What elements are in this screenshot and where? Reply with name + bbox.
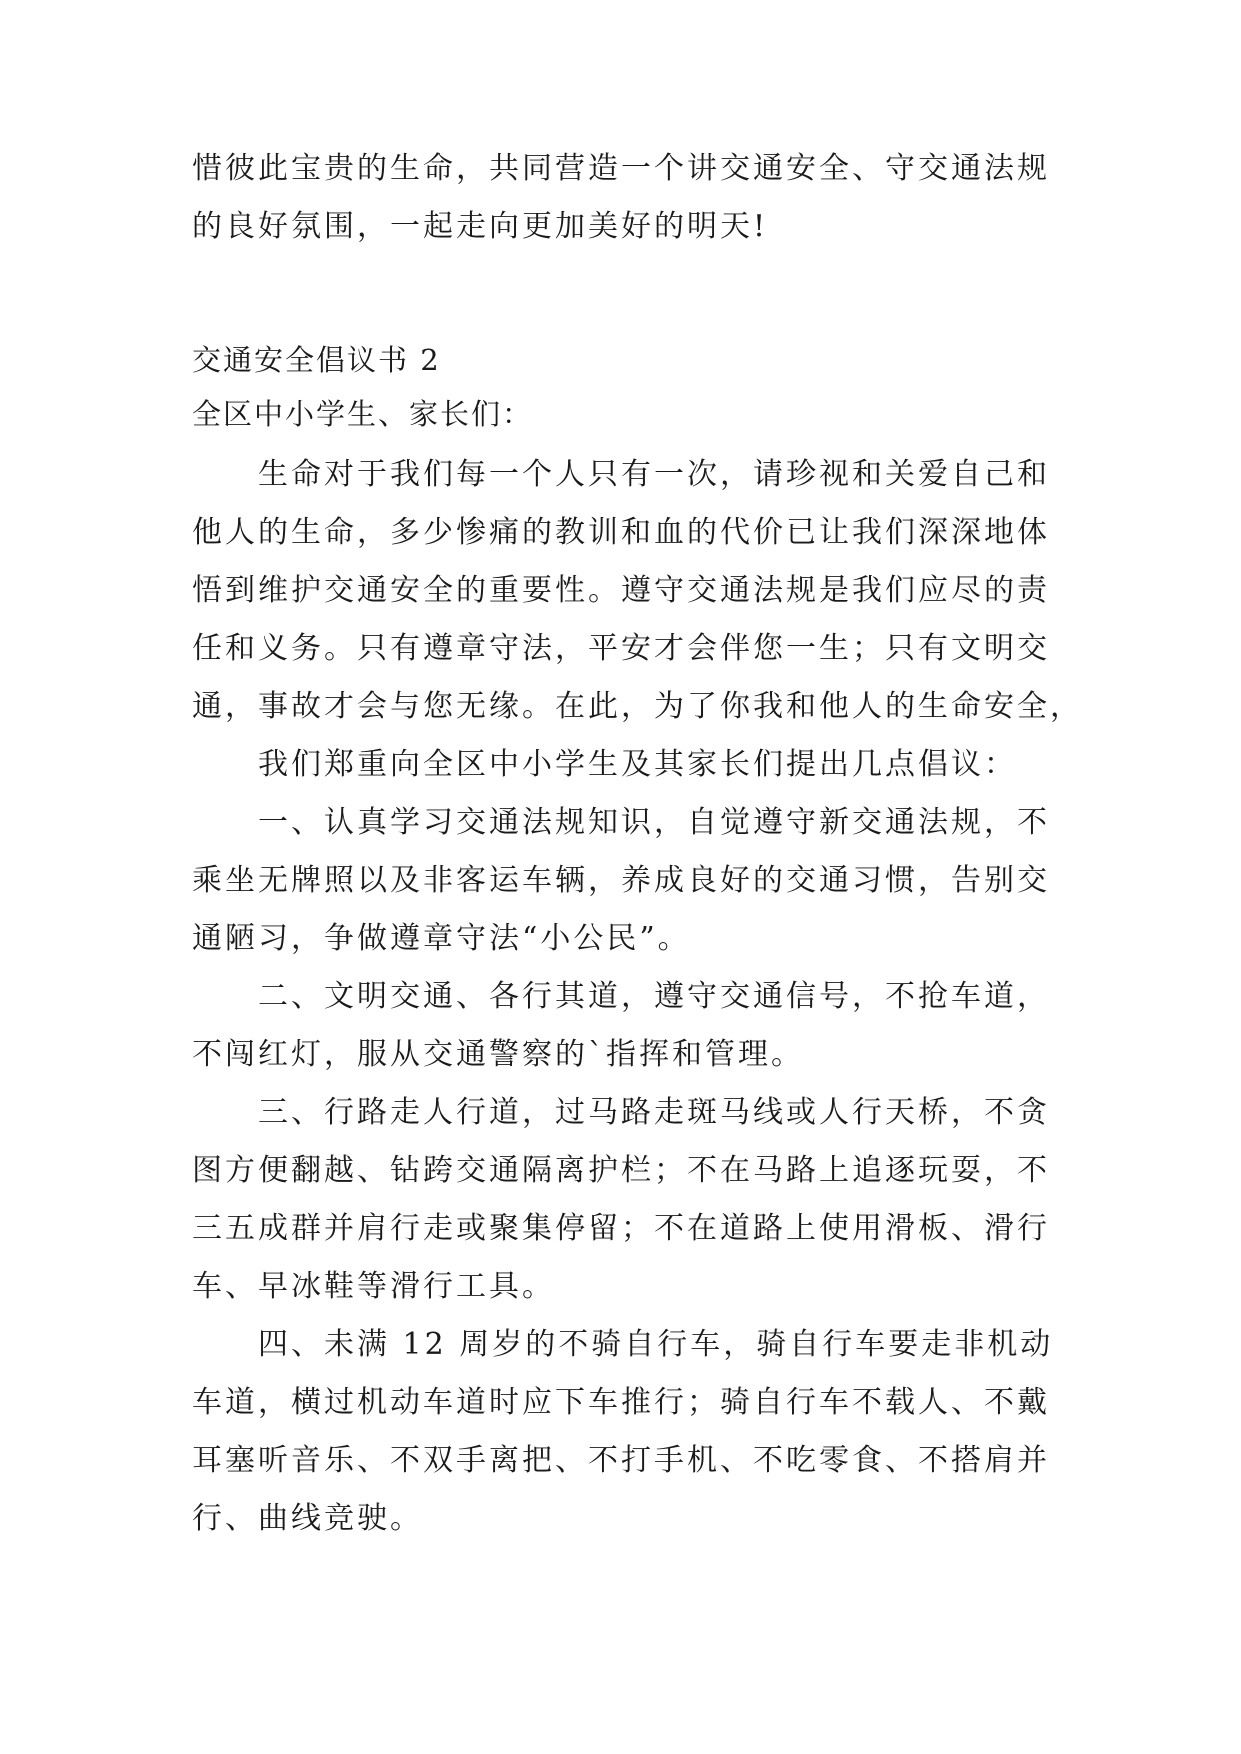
paragraph-item-2 <box>192 968 1052 1084</box>
text-line: 惜彼此宝贵的生命，共同营造一个讲交通安全、守交通法规 <box>192 151 1050 186</box>
text-line: 通陋习，争做遵章守法“小公民”。 <box>192 921 691 956</box>
continuation-paragraph <box>192 140 1052 256</box>
text-line: 一、认真学习交通法规知识，自觉遵守新交通法规，不 <box>192 805 1050 840</box>
paragraph-item-4 <box>192 1316 1052 1548</box>
text-line: 三、行路走人行道，过马路走斑马线或人行天桥，不贪 <box>192 1095 1050 1130</box>
section-title: 交通安全倡议书 2 <box>192 343 441 377</box>
text-line: 我们郑重向全区中小学生及其家长们提出几点倡议： <box>192 747 1017 782</box>
text-line: 的良好氛围，一起走向更加美好的明天! <box>192 209 769 244</box>
text-line: 行、曲线竞驶。 <box>192 1501 423 1536</box>
text-line: 二、文明交通、各行其道，遵守交通信号，不抢车道， <box>192 979 1050 1014</box>
text-line: 他人的生命，多少惨痛的教训和血的代价已让我们深深地体 <box>192 515 1050 550</box>
paragraph-item-3 <box>192 1084 1052 1316</box>
text-line: 不闯红灯，服从交通警察的`指挥和管理。 <box>192 1037 804 1072</box>
text-line: 生命对于我们每一个人只有一次，请珍视和关爱自己和 <box>192 457 1050 492</box>
text-line: 图方便翻越、钻跨交通隔离护栏；不在马路上追逐玩耍，不 <box>192 1153 1050 1188</box>
paragraph-proposal <box>192 736 1052 794</box>
text-line: 车道，横过机动车道时应下车推行；骑自行车不载人、不戴 <box>192 1385 1050 1420</box>
text-line: 四、未满 12 周岁的不骑自行车，骑自行车要走非机动 <box>192 1327 1054 1362</box>
text-line: 耳塞听音乐、不双手离把、不打手机、不吃零食、不搭肩并 <box>192 1443 1050 1478</box>
text-line: 悟到维护交通安全的重要性。遵守交通法规是我们应尽的责 <box>192 573 1050 608</box>
text-line: 三五成群并肩行走或聚集停留；不在道路上使用滑板、滑行 <box>192 1211 1050 1246</box>
paragraph-intro <box>192 446 1083 736</box>
text-line: 任和义务。只有遵章守法，平安才会伴您一生；只有文明交 <box>192 631 1050 666</box>
paragraph-item-1 <box>192 794 1052 968</box>
text-line: 通，事故才会与您无缘。在此，为了你我和他人的生命安全， <box>192 689 1083 724</box>
salutation: 全区中小学生、家长们： <box>192 397 534 431</box>
text-line: 乘坐无牌照以及非客运车辆，养成良好的交通习惯，告别交 <box>192 863 1050 898</box>
text-line: 车、早冰鞋等滑行工具。 <box>192 1269 555 1304</box>
